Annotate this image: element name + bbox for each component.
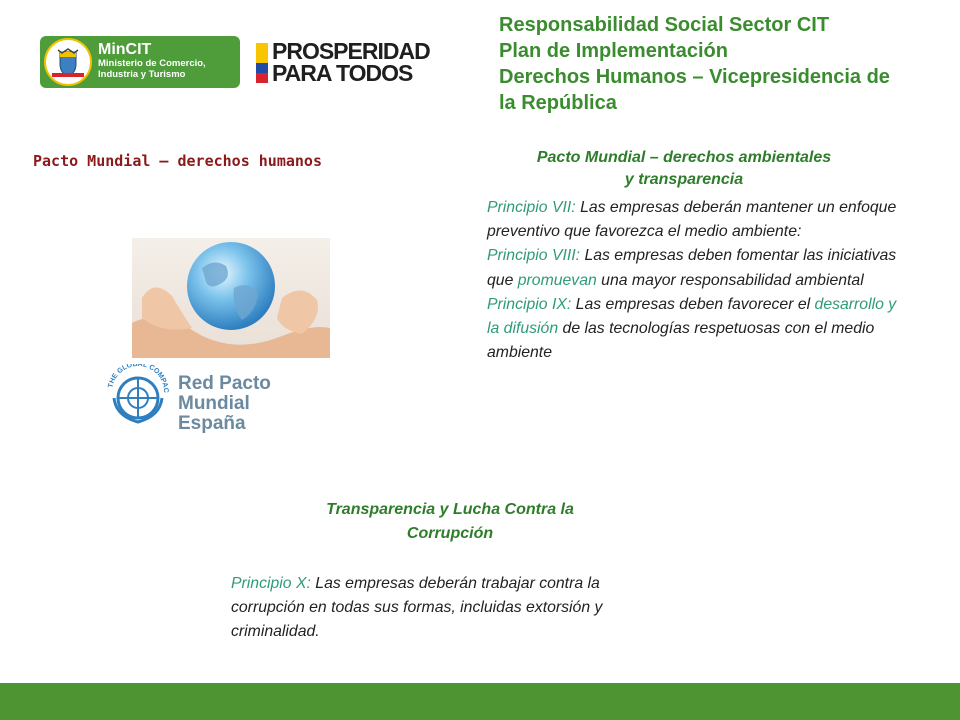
mincit-logo (40, 36, 240, 88)
right-section-heading (484, 147, 884, 191)
bottom-section-heading (230, 498, 670, 546)
title-line-3: Derechos Humanos – Vicepresidencia de (499, 66, 890, 88)
principle-label: Principio VIII: (487, 247, 581, 265)
principle-vii (487, 196, 907, 244)
principle-x (231, 572, 671, 645)
principle-label: Principio VII: (487, 199, 576, 216)
mincit-name: MinCIT (98, 41, 152, 58)
footer-bar (0, 683, 960, 720)
principle-text: Las empresas deberán trabajar contra la corrupción en todas sus formas, incluidas extorsión y criminalidad. (231, 575, 603, 641)
principle-text: una mayor responsabilidad ambiental (596, 271, 864, 289)
left-section-heading: Pacto Mundial – derechos humanos (33, 152, 322, 170)
principle-text: Las empresas deben fomentar las iniciativas que (487, 247, 897, 289)
un-emblem-icon (106, 364, 170, 429)
global-compact-logo (106, 364, 346, 434)
compact-line2: España (178, 413, 246, 434)
prosperidad-logo (256, 40, 428, 86)
right-heading-line1: Pacto Mundial – derechos ambientales (536, 149, 832, 166)
bottom-heading-line1: Transparencia y Lucha Contra la (326, 501, 574, 518)
page-title (499, 12, 960, 116)
compact-emblem-text: THE GLOBAL COMPAC (107, 364, 170, 394)
title-line-2: Plan de Implementación (499, 40, 728, 62)
compact-line1: Red Pacto Mundial (178, 373, 271, 414)
right-heading-line2: y transparencia (624, 171, 744, 188)
principle-text: de las tecnologías respetuosas con el medio ambiente (487, 320, 875, 362)
prosperidad-line1: PROSPERIDAD (272, 38, 430, 64)
principle-highlight: promuevan (517, 271, 597, 289)
mincit-subtitle: Ministerio de Comercio, Industria y Turismo (98, 58, 206, 80)
title-line-4: la República (499, 92, 617, 114)
principle-label: Principio X: (231, 575, 311, 592)
principles-list (487, 196, 907, 365)
principle-ix (487, 293, 907, 366)
principle-label: Principio IX: (487, 295, 572, 313)
prosperidad-line2: PARA TODOS (272, 60, 413, 86)
globe-in-hands-image (132, 238, 330, 358)
principle-text: Las empresas deben favorecer el (571, 295, 815, 313)
colombia-flag-icon (256, 43, 268, 83)
principle-viii (487, 244, 907, 292)
title-line-1: Responsabilidad Social Sector CIT (499, 14, 830, 36)
bottom-heading-line2: Corrupción (406, 525, 494, 542)
principle-highlight: desarrollo y la difusión (487, 295, 897, 338)
principle-text: Las empresas deberán mantener un enfoque preventivo que favorezca el medio ambiente: (487, 199, 897, 241)
colombia-seal-icon (44, 38, 92, 86)
